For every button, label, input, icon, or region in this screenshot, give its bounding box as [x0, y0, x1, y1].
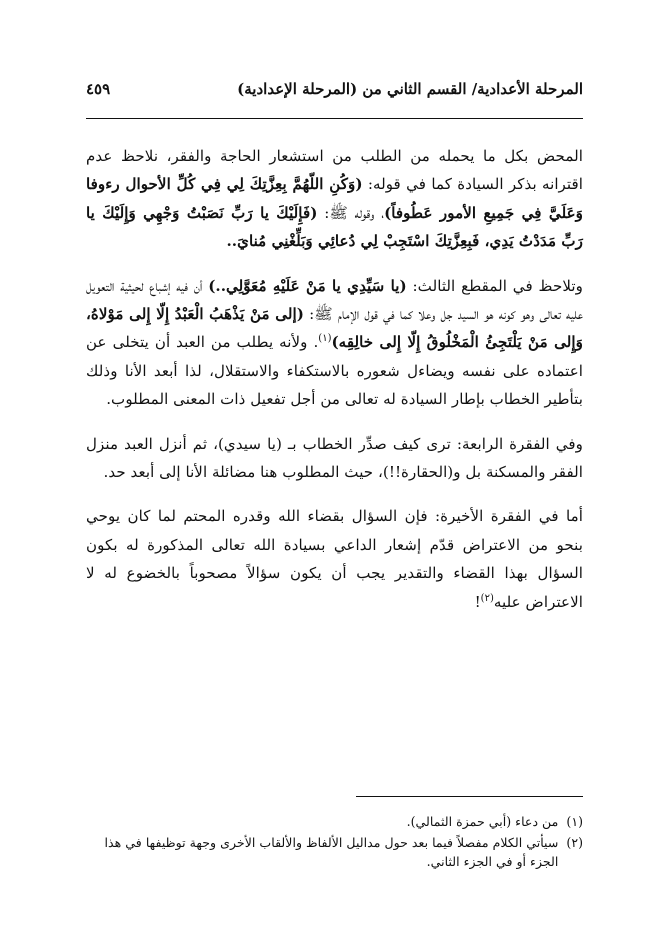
paragraph-text: وتلاحظ في المقطع الثالث:	[406, 276, 583, 295]
footnote-number: (١)	[566, 814, 583, 829]
footnote-number: (٢)	[566, 835, 583, 850]
paragraph-text: أن فيه إشباع لحيثية التعويل عليه تعالى وهو كونه هو السيد جل وعلا كما في قول الإمام ﷺ:	[86, 276, 583, 324]
header-title: المرحلة الأعدادية/ القسم الثاني من (المرحلة الإعدادية)	[237, 80, 583, 98]
prayer-quote: (إلى مَنْ يَذْهَبُ الْعَبْدُ إِلّا إِلى مَوْلاهُ، وَإِلى مَنْ يَلْتَجِئُ الْمَخْلُوقُ إِلّا إِلى خالِقِه)	[86, 305, 583, 352]
running-header	[86, 76, 583, 102]
footnote-ref-2[interactable]: (٢)	[480, 592, 494, 604]
paragraph-text: . ولأنه يطلب من العبد أن يتخلى عن اعتماده على نفسه ويضاءل شعوره بالاستكفاء والاستقلال، لذا أبعد الأنا وذلك بتأطير الخطاب بإطار السيادة له تعالى من أجل تفعيل ذات المعنى المطلوب.	[86, 333, 583, 409]
prayer-quote: (يا سَيِّدِي يا مَنْ عَلَيْهِ مُعَوَّلِي..)	[208, 276, 407, 295]
paragraph-1	[86, 142, 583, 256]
paragraph-4	[86, 502, 583, 616]
prayer-quote: (وَكُنِ اللّهُمَّ بِعِزَّتِكَ لِي فِي كُلِّ الأحوال رءوفا وَعَلَيَّ فِي جَمِيعِ الأمور عَطُوفاً)	[86, 175, 583, 222]
paragraph-text: ، وقوله ﷺ:	[317, 203, 385, 222]
footnote-text: من دعاء (أبي حمزة الثمالي).	[406, 814, 559, 829]
paragraph-text: !	[474, 592, 481, 611]
paragraph-text: أما في الفقرة الأخيرة: فإن السؤال بقضاء الله وقدره المحتم لما كان يوحي بنحو من الاعتراض قدّم إشعار الداعي بسيادة الله تعالى المذكورة له بكون السؤال بهذا القضاء والتقدير يجب أن يكون سؤالاً مصحوباً بالخضوع له لا الاعتراض عليه	[86, 507, 583, 611]
header-rule	[86, 118, 583, 119]
footnote-1	[86, 812, 583, 831]
paragraph-text: وفي الفقرة الرابعة: ترى كيف صدِّر الخطاب بـ (يا سيدي)، ثم أنزل العبد منزل الفقر والمسكنة بل و(الحقارة!!)، حيث المطلوب هنا مضائلة الأنا إلى أبعد حد.	[86, 434, 583, 482]
paragraph-3	[86, 430, 583, 487]
paragraph-2	[86, 272, 583, 414]
footnote-rule	[356, 796, 583, 797]
page-number: ٤٥٩	[86, 80, 111, 98]
footnote-ref-1[interactable]: (١)	[318, 333, 332, 345]
paragraph-text: المحض بكل ما يحمله من الطلب من استشعار الحاجة والفقر، نلاحظ عدم اقترانه بذكر السيادة كما في قوله:	[86, 147, 583, 194]
prayer-quote: (فَإِلَيْكَ يا رَبِّ نَصَبْتُ وَجْهِي وَإِلَيْكَ يا رَبِّ مَدَدْتُ يَدِي، فَبِعِزَّتِكَ اسْتَجِبْ لِي دُعائِي وَبَلِّغْنِي مُنايَ..	[86, 203, 583, 251]
footnote-text: سيأتي الكلام مفصلاً فيما بعد حول مداليل الألفاظ والألقاب الأخرى وجهة توظيفها في هذا الجزء أو في الجزء الثاني.	[104, 835, 559, 869]
footnote-2	[86, 833, 583, 871]
body-text	[86, 142, 583, 632]
footnotes	[86, 812, 583, 873]
